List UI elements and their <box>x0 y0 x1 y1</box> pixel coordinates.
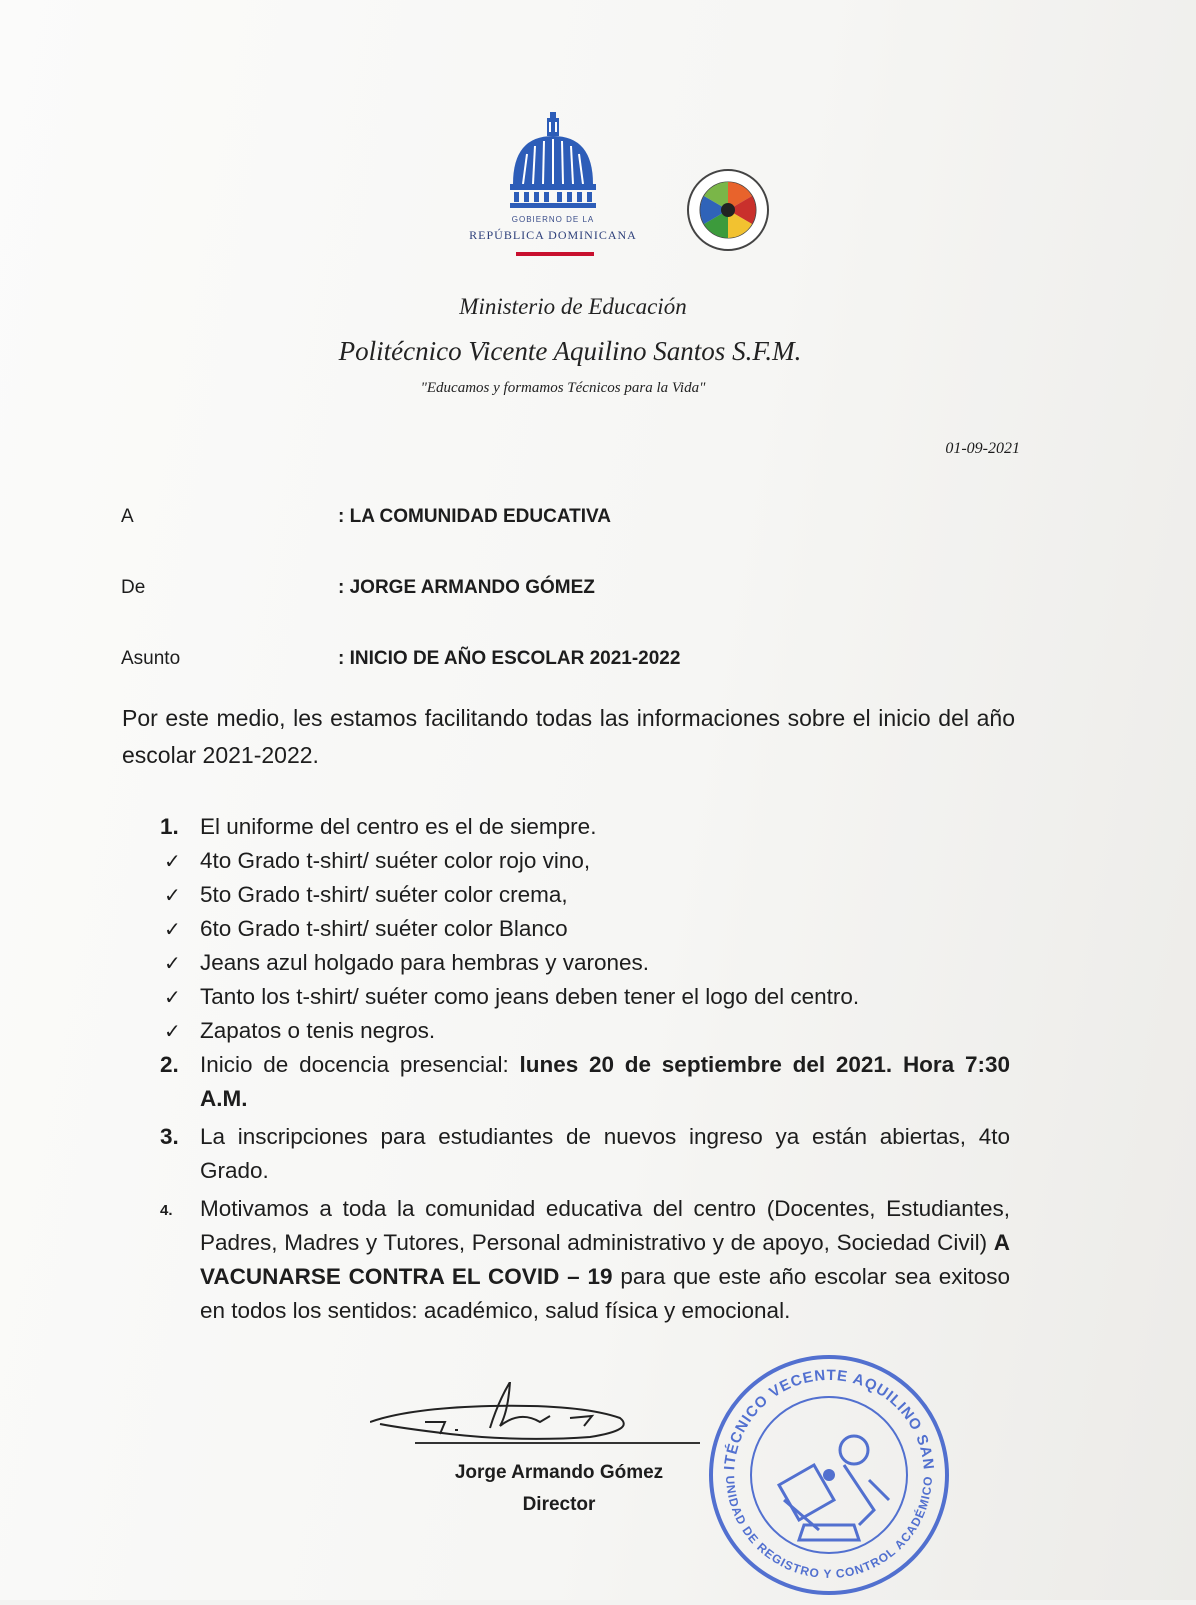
list-item-text: Motivamos a toda la comunidad educativa del centro (Docentes, Estudiantes, Padres, Madres y Tutores, Personal administrativo y de apoyo, Sociedad Civil) <box>200 1196 1010 1255</box>
list-item-bold: A VACUNARSE CONTRA EL COVID – 19 <box>200 1230 1010 1289</box>
check-item-text: 4to Grado t-shirt/ suéter color rojo vino, <box>200 848 591 873</box>
list-item-text: La inscripciones para estudiantes de nuevos ingreso ya están abiertas, 4to Grado. <box>200 1124 1010 1183</box>
document-date: 01-09-2021 <box>945 440 1020 457</box>
check-item <box>160 946 1010 980</box>
stamp-top-text: ITÉCNICO VECENTE AQUILINO SAN <box>721 1366 938 1472</box>
check-item-text: 6to Grado t-shirt/ suéter color Blanco <box>200 916 568 941</box>
gov-color-bar <box>516 252 594 256</box>
signer-role: Director <box>522 1494 596 1515</box>
list-item-3 <box>160 1120 1010 1188</box>
list-item-text: para que este año escolar sea exitoso en todos los sentidos: académico, salud física y emocional. <box>200 1264 1010 1323</box>
school-motto: "Educamos y formamos Técnicos para la Vida" <box>420 380 706 396</box>
check-icon: ✓ <box>164 985 181 1009</box>
list-number: 4. <box>160 1202 173 1219</box>
list-item-1 <box>160 810 1010 844</box>
list-number: 3. <box>160 1124 179 1149</box>
list-item-text: Inicio de docencia presencial: <box>200 1052 520 1077</box>
check-item <box>160 878 1010 912</box>
list-number: 2. <box>160 1052 179 1077</box>
list-item-bold: lunes 20 de septiembre del 2021. Hora 7:30 A.M. <box>200 1052 1010 1111</box>
dome-icon <box>510 112 596 212</box>
check-item <box>160 1014 1010 1048</box>
svg-text:POLITÉCNICO VECENTE AQUILINO S <box>704 1350 937 1471</box>
check-item <box>160 980 1010 1014</box>
check-icon: ✓ <box>164 1019 181 1043</box>
gov-small-text: GOBIERNO DE LA <box>511 215 595 224</box>
to-label: A <box>121 506 134 527</box>
gov-big-text: REPÚBLICA DOMINICANA <box>469 228 637 242</box>
signature-area <box>370 1382 700 1502</box>
government-logo <box>468 112 638 262</box>
subject-label: Asunto <box>121 648 181 669</box>
check-icon: ✓ <box>164 883 181 907</box>
subject-value: : INICIO DE AÑO ESCOLAR 2021-2022 <box>338 648 681 669</box>
check-item-text: Tanto los t-shirt/ suéter como jeans deben tener el logo del centro. <box>200 984 860 1009</box>
signer-name: Jorge Armando Gómez <box>454 1462 664 1483</box>
info-list <box>160 810 1010 1328</box>
from-label: De <box>121 577 146 598</box>
from-value: : JORGE ARMANDO GÓMEZ <box>338 577 595 598</box>
signature-line <box>415 1442 700 1444</box>
check-item-text: Jeans azul holgado para hembras y varones. <box>200 950 650 975</box>
ministry-name: Ministerio de Educación <box>459 294 687 319</box>
to-value: : LA COMUNIDAD EDUCATIVA <box>338 506 612 527</box>
school-logo <box>686 168 770 252</box>
check-item-text: Zapatos o tenis negros. <box>200 1018 436 1043</box>
check-item <box>160 844 1010 878</box>
list-number: 1. <box>160 814 179 839</box>
intro-paragraph: Por este medio, les estamos facilitando todas las informaciones sobre el inicio del año escolar 2021-2022. <box>122 705 1015 768</box>
school-name: Politécnico Vicente Aquilino Santos S.F.M. <box>338 336 802 366</box>
stamp-bottom-text: UNIDAD DE REGISTRO Y CONTROL ACADÉMICO <box>722 1475 936 1582</box>
list-item-2 <box>160 1048 1010 1116</box>
list-item-text: El uniforme del centro es el de siempre. <box>200 814 597 839</box>
check-item <box>160 912 1010 946</box>
check-item-text: 5to Grado t-shirt/ suéter color crema, <box>200 882 568 907</box>
official-stamp <box>704 1350 954 1600</box>
check-icon: ✓ <box>164 917 181 941</box>
check-icon: ✓ <box>164 849 181 873</box>
list-item-4 <box>160 1192 1010 1328</box>
check-icon: ✓ <box>164 951 181 975</box>
